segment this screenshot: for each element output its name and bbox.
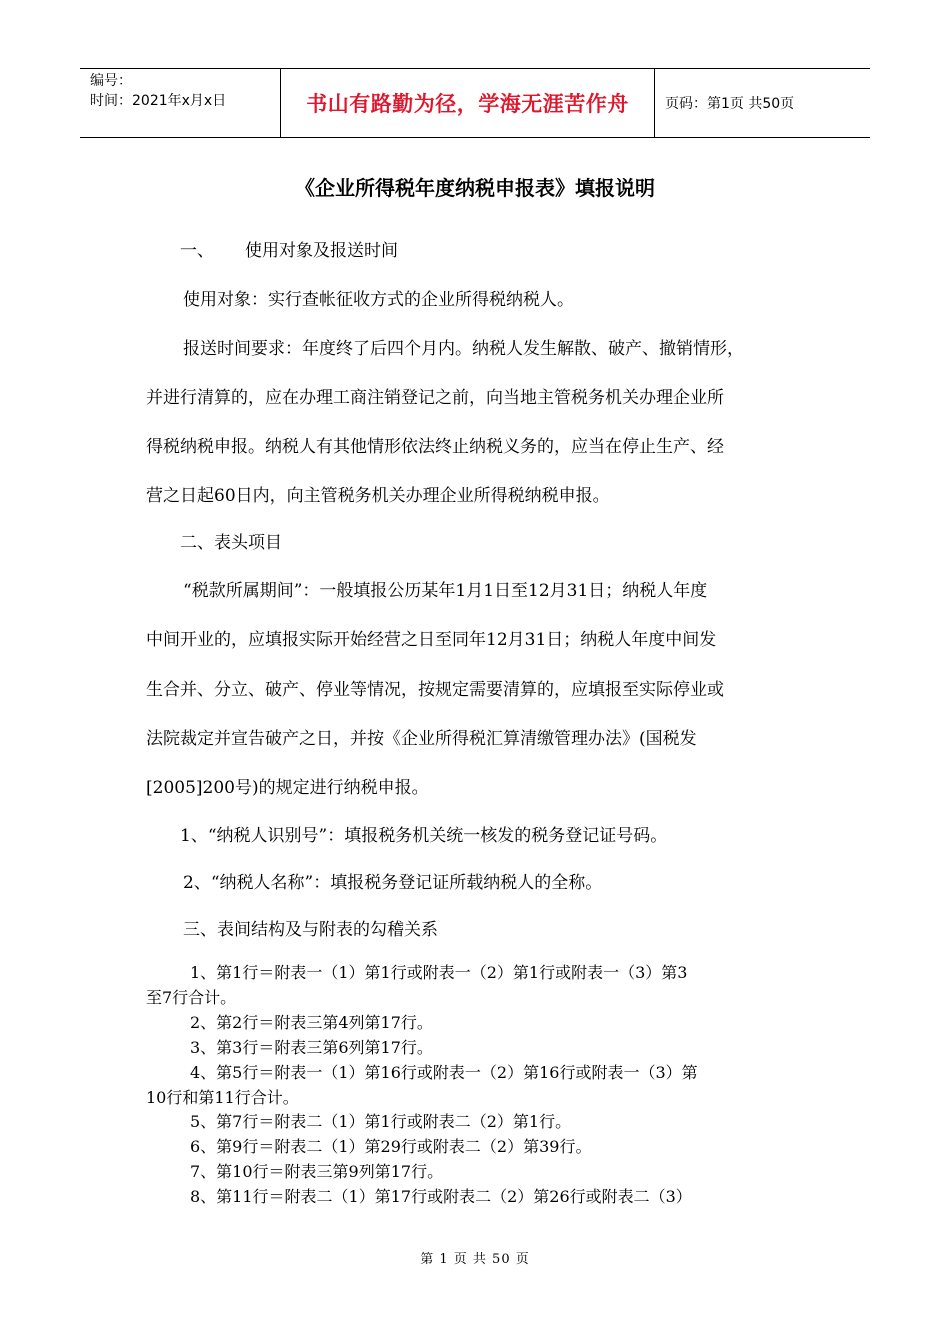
- page-footer: 第 1 页 共 50 页: [420, 1252, 530, 1267]
- paragraph-line: 法院裁定并宣告破产之日，并按《企业所得税汇算清缴管理办法》(国税发: [146, 729, 697, 749]
- paragraph-line: 报送时间要求：年度终了后四个月内。纳税人发生解散、破产、撤销情形，: [183, 339, 744, 359]
- header-meta-cell: [80, 69, 281, 137]
- list-item: 8、第11行＝附表二（1）第17行或附表二（2）第26行或附表二（3）: [190, 1187, 692, 1206]
- list-item: 5、第7行＝附表二（1）第1行或附表二（2）第1行。: [190, 1112, 572, 1131]
- document-title: 《企业所得税年度纳税申报表》填报说明: [295, 176, 655, 200]
- paragraph-line: 中间开业的，应填报实际开始经营之日至同年12月31日；纳税人年度中间发: [146, 630, 717, 650]
- paragraph-line: 并进行清算的，应在办理工商注销登记之前，向当地主管税务机关办理企业所: [146, 388, 724, 408]
- header-table: [80, 68, 870, 138]
- list-item: 至7行合计。: [146, 988, 237, 1007]
- slogan: 书山有路勤为径，学海无涯苦作舟: [306, 92, 629, 116]
- paragraph-line: 生合并、分立、破产、停业等情况，按规定需要清算的，应填报至实际停业或: [146, 680, 724, 700]
- list-item: 2、“纳税人名称”：填报税务登记证所载纳税人的全称。: [183, 873, 603, 893]
- list-item: 4、第5行＝附表一（1）第16行或附表一（2）第16行或附表一（3）第: [190, 1063, 698, 1082]
- header-slogan-cell: [281, 69, 655, 137]
- paragraph-line: 得税纳税申报。纳税人有其他情形依法终止纳税义务的，应当在停止生产、经: [146, 437, 724, 457]
- list-item: 2、第2行＝附表三第4列第17行。: [190, 1013, 433, 1032]
- paragraph-line: “税款所属期间”：一般填报公历某年1月1日至12月31日；纳税人年度: [183, 581, 708, 601]
- list-item: 7、第10行＝附表三第9列第17行。: [190, 1162, 444, 1181]
- section1-number: 一、: [180, 241, 214, 261]
- list-item: 3、第3行＝附表三第6列第17行。: [190, 1038, 433, 1057]
- paragraph-line: 使用对象：实行查帐征收方式的企业所得税纳税人。: [183, 290, 574, 310]
- section1-heading: 使用对象及报送时间: [245, 241, 398, 261]
- section3-heading: 三、表间结构及与附表的勾稽关系: [183, 920, 438, 940]
- time-label: 时间：2021年x月x日: [90, 93, 227, 109]
- list-item: 6、第9行＝附表二（1）第29行或附表二（2）第39行。: [190, 1137, 592, 1156]
- list-item: 1、第1行＝附表一（1）第1行或附表一（2）第1行或附表一（3）第3: [190, 963, 688, 982]
- paragraph-line: 营之日起60日内，向主管税务机关办理企业所得税纳税申报。: [146, 486, 610, 506]
- list-item: 1、“纳税人识别号”：填报税务机关统一核发的税务登记证号码。: [180, 826, 668, 846]
- list-item: 10行和第11行合计。: [146, 1088, 299, 1107]
- page-info: 页码：第1页 共50页: [665, 96, 795, 112]
- paragraph-line: [2005]200号)的规定进行纳税申报。: [146, 778, 429, 798]
- number-label: 编号：: [90, 73, 132, 89]
- section2-heading: 二、表头项目: [180, 533, 282, 553]
- header-page-cell: [655, 69, 870, 137]
